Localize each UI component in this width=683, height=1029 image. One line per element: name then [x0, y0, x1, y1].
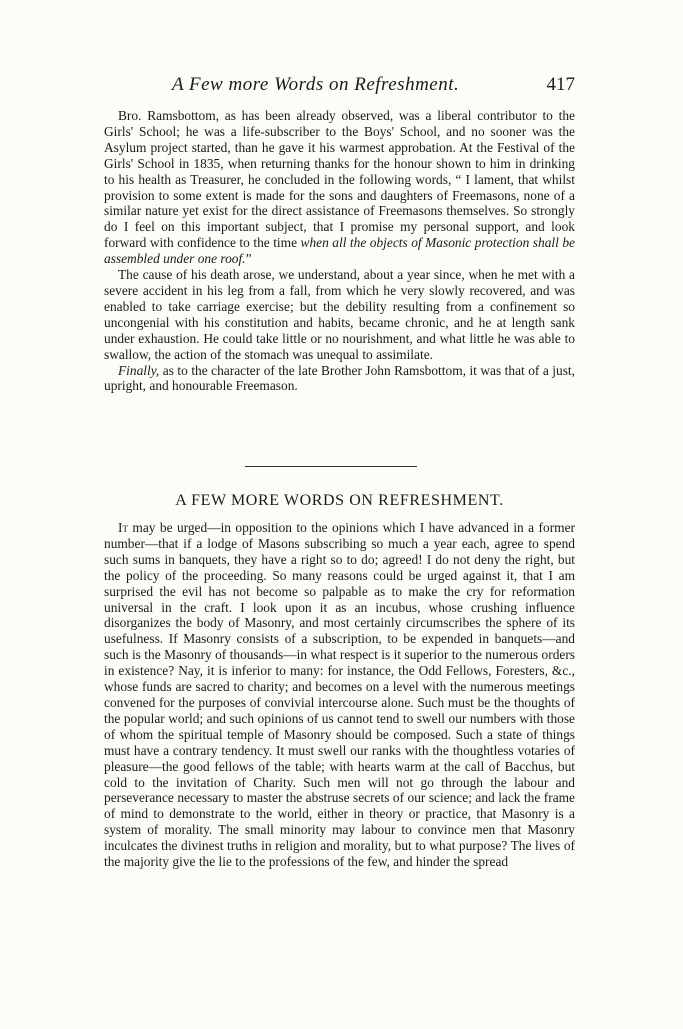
drop-word: It — [118, 520, 128, 535]
paragraph — [104, 520, 575, 870]
section-divider — [245, 466, 417, 467]
quote-close: ” — [245, 251, 252, 267]
paragraph-text: Bro. Ramsbottom, as has been already observed, was a liberal contributor to the Girls' School; he was a life-subscriber to the Boys' School, and no sooner was the Asylum project started, than he gave it his warmest approbation. At the Festival of the Girls' School in 1835, when returning thanks for the honour shown to him in drinking to his health as Treasurer, he concluded in the following words, “ I lament, that whilst provision to some extent is made for the sons and daughters of Freemasons, none of a similar nature yet exist for the direct assistance of Freemasons themselves. So strongly do I feel on this important subject, that I promise my personal support, and look forward with confidence to the time — [104, 108, 575, 251]
article-refreshment — [104, 520, 575, 870]
article-ramsbottom — [104, 108, 575, 394]
paragraph — [104, 108, 575, 267]
paragraph-text: may be urged—in opposition to the opinions which I have advanced in a former number—that if a lodge of Masons subscribing so much a year each, agree to spend such sums in banquets, they have a right so to do; agreed! I do not deny the right, but the policy of the proceeding. So many reasons could be urged against it, that I am surprised the evil has not become so palpable as to make the cry for reformation universal in the craft. I look upon it as an incubus, whose crushing influence disorganizes the body of Masonry, and most certainly circumscribes the sphere of its usefulness. If Masonry consists of a subscription, to be expended in banquets—and such is the Masonry of thousands—in what respect is it superior to the numerous orders in existence? Nay, it is inferior to many: for instance, the Odd Fellows, Foresters, &c., whose funds are sacred to charity; and becomes on a level with the numerous meetings convened for the purposes of convivial intercourse alone. Such must be the thoughts of the popular world; and such opinions of us cannot tend to swell our numbers with those of whom the spiritual temple of Masonry should be composed. Such a state of things must have a contrary tendency. It must swell our ranks with the thoughtless votaries of pleasure—the good fellows of the table; with hearts warm at the call of Bacchus, but cold to the invitation of Charity. Such men will not go through the labour and perseverance necessary to master the abstruse secrets of our science; and lack the frame of mind to demonstrate to the world, either in theory or practice, that Masonry is a system of morality. The small minority may labour to convince men that Masonry inculcates the divinest truths in religion and morality, but to what purpose? The lives of the majority give the lie to the professions of the few, and hinder the spread — [104, 520, 575, 870]
paragraph-lead-italic: Finally, — [118, 362, 160, 378]
running-head — [104, 74, 575, 102]
paragraph: The cause of his death arose, we understand, about a year since, when he met with a severe accident in his leg from a fall, from which he very slowly recovered, and was enabled to take carriage exercise; but the debility resulting from a confinement so uncongenial with his constitution and habits, became chronic, and he at length sank under exhaustion. He could take little or no nourishment, and what little he was able to swallow, the action of the stomach was unequal to assimilate. — [104, 267, 575, 362]
quote-italic: when all the objects of Masonic protection shall be assembled under one roof. — [104, 235, 575, 267]
paragraph-text: as to the character of the late Brother John Ramsbottom, it was that of a just, upright, and honourable Freemason. — [104, 362, 575, 394]
page-number: 417 — [546, 74, 575, 95]
paragraph — [104, 363, 575, 395]
running-title: A Few more Words on Refreshment. — [172, 74, 460, 95]
section-title: A FEW MORE WORDS ON REFRESHMENT. — [175, 492, 504, 509]
